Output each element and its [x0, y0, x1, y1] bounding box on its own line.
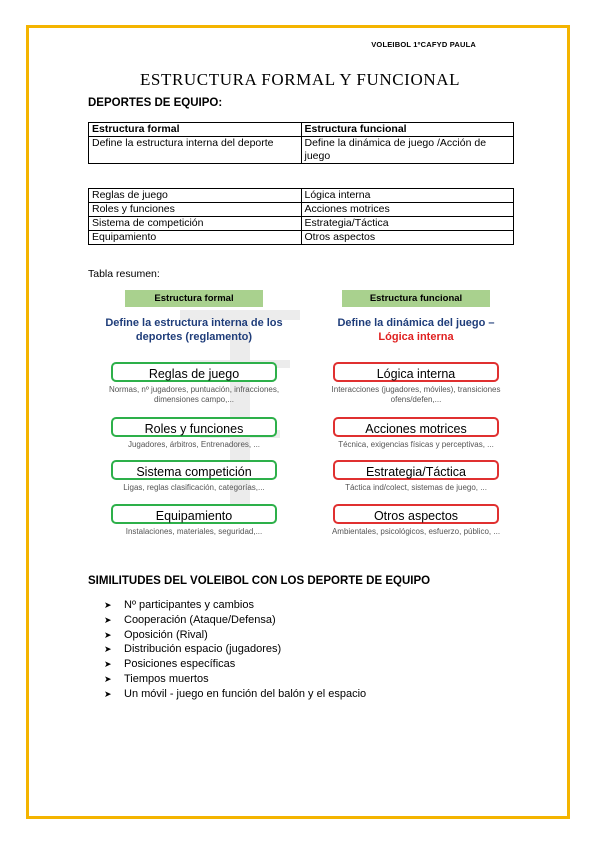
list-item-text: Un móvil - juego en función del balón y el espacio	[124, 687, 367, 700]
list-item-text: Posiciones específicas	[124, 658, 236, 671]
funcional-item-desc: Técnica, exigencias físicas y perceptivas, ...	[338, 440, 494, 449]
funcional-item-desc: Táctica ind/colect, sistemas de juego, ...	[345, 483, 487, 492]
table-cell: Reglas de juego	[89, 189, 302, 203]
table-row	[89, 217, 514, 231]
section-heading-deportes: DEPORTES DE EQUIPO:	[88, 97, 223, 109]
list-item	[104, 672, 366, 687]
formal-item	[96, 460, 292, 493]
arrow-bullet-icon: ➤	[104, 673, 112, 684]
list-item-text: Nº participantes y cambios	[124, 599, 254, 611]
table-header-funcional: Estructura funcional	[301, 123, 514, 137]
formal-title-text: Define la estructura interna de los deportes (reglamento)	[105, 317, 283, 343]
table-header-formal: Estructura formal	[89, 123, 302, 137]
funcional-item	[318, 417, 514, 450]
funcional-item-box: Otros aspectos	[333, 504, 499, 524]
funcional-item	[318, 362, 514, 405]
list-item-text: Cooperación (Ataque/Defensa)	[124, 613, 276, 626]
formal-title	[96, 316, 292, 345]
funcional-item-box: Acciones motrices	[333, 417, 499, 437]
table-cell: Equipamiento	[89, 231, 302, 245]
funcional-title-line2: Lógica interna	[378, 331, 454, 343]
funcional-item	[318, 504, 514, 537]
formal-tag: Estructura formal	[125, 290, 263, 307]
arrow-bullet-icon: ➤	[104, 644, 112, 655]
list-item-text: Distribución espacio (jugadores)	[124, 643, 282, 656]
arrow-bullet-icon: ➤	[104, 600, 112, 610]
structure-table	[88, 122, 514, 164]
document-title: ESTRUCTURA FORMAL Y FUNCIONAL	[139, 70, 461, 89]
list-item-text: Oposición (Rival)	[124, 628, 208, 641]
table-row	[89, 189, 514, 203]
formal-item	[96, 417, 292, 450]
funcional-item-box: Estrategia/Táctica	[333, 460, 499, 480]
table-cell: Roles y funciones	[89, 203, 302, 217]
table-cell: Lógica interna	[301, 189, 514, 203]
list-item	[104, 613, 366, 628]
formal-item	[96, 504, 292, 537]
list-item	[104, 598, 366, 613]
arrow-bullet-icon: ➤	[104, 629, 112, 640]
table-cell: Acciones motrices	[301, 203, 514, 217]
table-row	[89, 231, 514, 245]
formal-item-box: Sistema competición	[111, 460, 277, 480]
formal-item-desc: Normas, nº jugadores, puntuación, infracciones, dimensiones campo,...	[108, 385, 280, 404]
formal-item-desc: Jugadores, árbitros, Entrenadores, ...	[127, 440, 261, 449]
funcional-item	[318, 460, 514, 493]
formal-column	[96, 290, 292, 536]
table-row	[89, 203, 514, 217]
list-item	[104, 687, 366, 702]
formal-item-box: Reglas de juego	[111, 362, 277, 382]
funcional-item-desc: Interacciones (jugadores, móviles), transiciones ofens/defen,...	[331, 385, 501, 404]
list-item-text: Tiempos muertos	[124, 672, 209, 685]
funcional-tag: Estructura funcional	[342, 290, 490, 307]
funcional-item-desc: Ambientales, psicológicos, esfuerzo, público, ...	[331, 527, 501, 536]
formal-item	[96, 362, 292, 405]
funcional-column	[318, 290, 514, 536]
table-cell: Define la estructura interna del deporte	[89, 137, 302, 164]
funcional-item-box: Lógica interna	[333, 362, 499, 382]
formal-item-box: Roles y funciones	[111, 417, 277, 437]
arrow-bullet-icon: ➤	[104, 688, 112, 699]
section-heading-similitudes: SIMILITUDES DEL VOLEIBOL CON LOS DEPORTE DE EQUIPO	[88, 575, 431, 587]
formal-item-box: Equipamiento	[111, 504, 277, 524]
formal-item-desc: Ligas, reglas clasificación, categorías,...	[123, 483, 265, 492]
formal-item-desc: Instalaciones, materiales, seguridad,...	[125, 527, 263, 536]
list-item	[104, 628, 366, 643]
elements-table	[88, 188, 514, 245]
arrow-bullet-icon: ➤	[104, 659, 112, 670]
similitudes-list	[104, 598, 366, 702]
list-item	[104, 657, 366, 672]
summary-caption: Tabla resumen:	[88, 268, 160, 280]
funcional-title-line1: Define la dinámica del juego –	[337, 317, 495, 329]
header-tag: VOLEIBOL 1ºCAFYD PAULA	[371, 40, 476, 49]
arrow-bullet-icon: ➤	[104, 614, 112, 625]
summary-figure	[96, 290, 514, 548]
table-cell: Otros aspectos	[301, 231, 514, 245]
funcional-title	[318, 316, 514, 345]
table-cell: Sistema de competición	[89, 217, 302, 231]
table-cell: Estrategia/Táctica	[301, 217, 514, 231]
list-item	[104, 642, 366, 657]
table-cell: Define la dinámica de juego /Acción de juego	[301, 137, 514, 164]
